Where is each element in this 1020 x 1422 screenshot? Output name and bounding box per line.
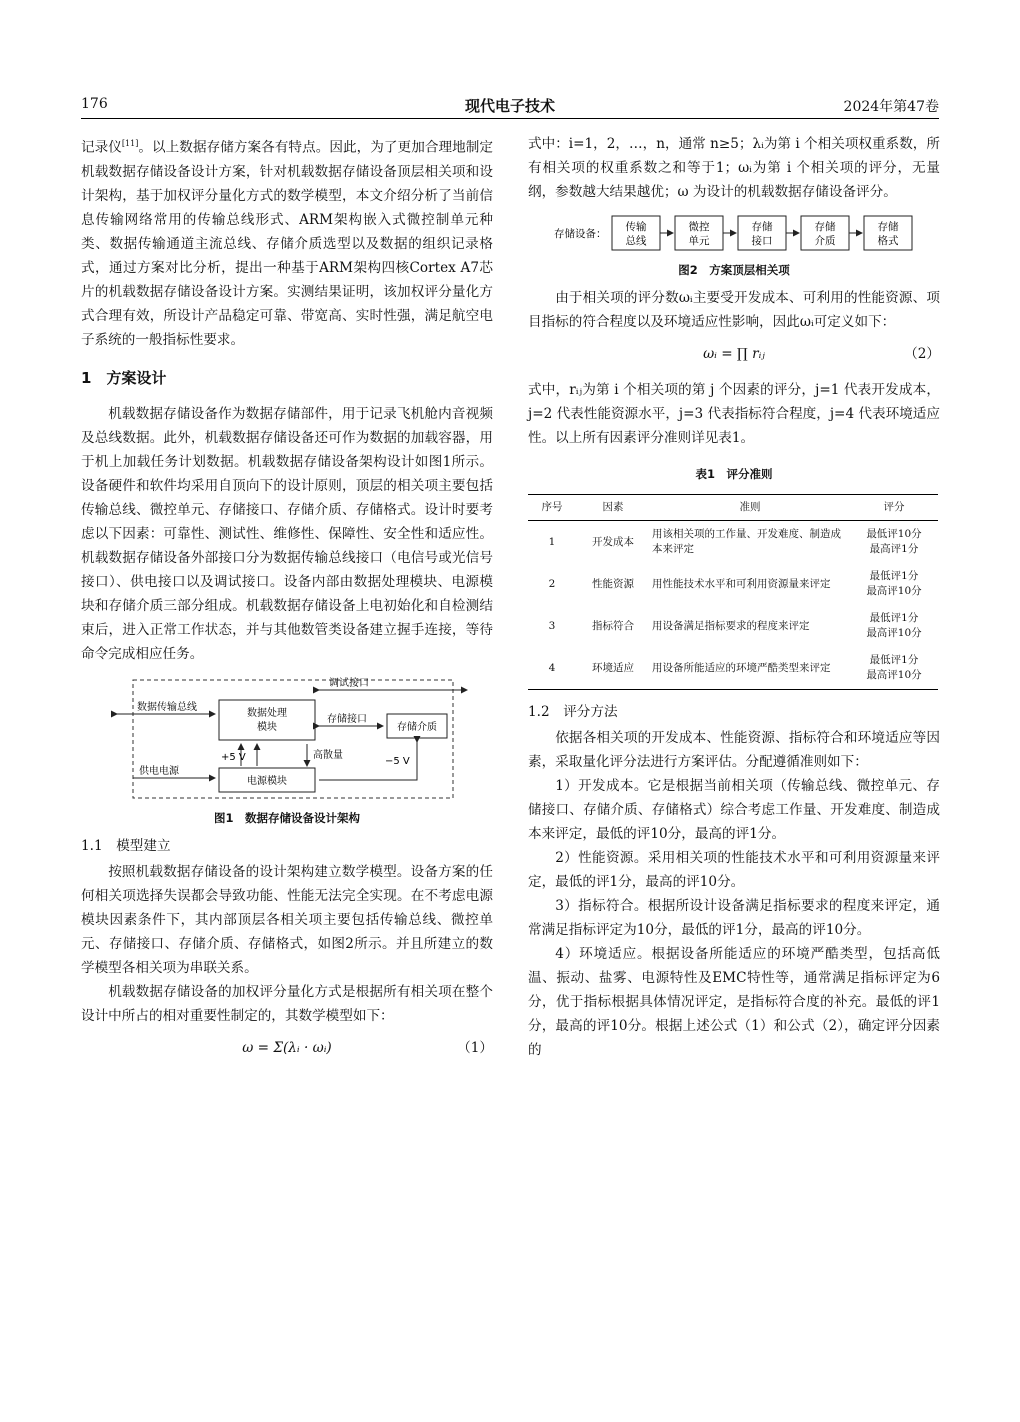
fig1-discrete-label: 高散量 [313,749,343,761]
fig1-media-label: 存储介质 [397,721,437,733]
table-header: 准则 [650,495,850,521]
fig1-minus5v-label: −5 V [385,755,410,767]
equation-number: （1） [457,1039,493,1056]
running-header [81,96,939,119]
table-header: 因素 [576,495,650,521]
body-paragraph: 式中，rᵢⱼ为第 i 个相关项的第 j 个因素的评分，j=1 代表开发成本，j=2 代表性能资源水平，j=3 代表指标符合程度，j=4 代表环境适应性。以上所有因素评分准则详见表1。 [528,382,940,446]
table-1-caption: 表1 评分准则 [695,467,773,481]
fig1-plus5v-label: +5 V [221,751,246,763]
svg-text:传输: 传输 [625,221,647,233]
table-header: 评分 [850,495,938,521]
right-column [528,132,940,1062]
figure-1-diagram [81,676,493,804]
svg-text:存储: 存储 [814,221,836,233]
citation-ref[interactable]: [11] [121,139,139,148]
svg-text:接口: 接口 [751,235,773,247]
equation-number: （2） [904,346,940,362]
fig1-proc-label-1: 数据处理 [247,707,287,719]
fig1-proc-label-2: 模块 [257,721,277,733]
svg-text:介质: 介质 [814,235,836,247]
table-header: 序号 [528,495,576,521]
subsection-heading: 1.2 评分方法 [528,704,618,720]
fig1-storage-if-label: 存储接口 [327,713,367,725]
fig1-power-in-label: 供电电源 [139,765,179,777]
equation-2: ωᵢ = ∏ rᵢⱼ （2） [528,336,940,376]
left-column [81,132,493,1072]
svg-text:单元: 单元 [688,235,710,247]
body-paragraph: 机载数据存储设备的加权评分量化方式是根据所有相关项在整个设计中所占的相对重要性制定的，其数学模型如下： [81,983,493,1024]
figure-2-diagram [528,214,940,252]
body-paragraph: 2）性能资源。采用相关项的性能技术水平和可利用资源量来评定，最低的评1分，最高的评10分。 [528,850,940,890]
svg-text:存储: 存储 [877,221,899,233]
body-paragraph: 依据各相关项的开发成本、性能资源、指标符合和环境适应等因素，采取量化评分法进行方案评估。分配遵循准则如下： [528,730,940,770]
body-paragraph: 由于相关项的评分数ωᵢ主要受开发成本、可利用的性能资源、项目指标的符合程度以及环境适应性影响，因此ωᵢ可定义如下： [528,290,940,330]
table-row: 2 性能资源 用性能技术水平和可利用资源量来评定 最低评1分 最高评10分 [548,570,922,597]
body-paragraph: 按照机载数据存储设备的设计架构建立数学模型。设备方案的任何相关项选择失误都会导致功能、性能无法完全实现。在不考虑电源模块因素条件下，其内部顶层各相关项主要包括传输总线、微控单元、存储接口、存储介质、存储格式，如图2所示。并且所建立的数学模型各相关项为串联关系。 [81,863,493,976]
fig1-bus-label: 数据传输总线 [137,701,197,713]
body-paragraph: 4）环境适应。根据设备所能适应的环境严酷类型，包括高低温、振动、盐雾、电源特性及EMC特性等，通常满足指标评定为6分，优于指标根据具体情况评定，是指标符合度的补充。最低的评1分，最高的评10分。根据上述公式（1）和公式（2），确定评分因素的 [528,946,940,1058]
svg-text:存储: 存储 [751,221,773,233]
svg-text:格式: 格式 [877,235,899,247]
body-paragraph: 机载数据存储设备作为数据存储部件，用于记录飞机舱内音视频及总线数据。此外，机载数据存储设备还可作为数据的加载容器，用于机上加载任务计划数据。机载数据存储设备架构设计如图1所示。设备硬件和软件均采用自顶向下的设计原则，顶层的相关项主要包括传输总线、微控单元、存储接口、存储介质、存储格式。设计时要考虑以下因素：可靠性、测试性、维修性、保障性、安全性和适应性。机载数据存储设备外部接口分为数据传输总线接口（电信号或光信号接口）、供电接口以及调试接口。设备内部由数据处理模块、电源模块和存储介质三部分组成。机载数据存储设备上电初始化和自检测结束后，进入正常工作状态，并与其他数管类设备建立握手连接，等待命令完成相应任务。 [81,405,493,662]
table-row: 4 环境适应 用设备所能适应的环境严酷类型来评定 最低评1分 最高评10分 [528,647,938,690]
section-heading: 1 方案设计 [81,368,167,387]
svg-text:总线: 总线 [625,235,647,247]
volume-label: 2024年第47卷 [843,99,939,115]
figure-2-caption: 图2 方案顶层相关项 [678,263,790,277]
scoring-criteria-table [528,494,938,690]
body-paragraph: 1）开发成本。它是根据当前相关项（传输总线、微控单元、存储接口、存储介质、存储格式）综合考虑工作量、开发难度、制造成本来评定，最低的评10分，最高的评1分。 [528,778,940,842]
body-paragraph: 式中：i=1，2，…，n，通常 n≥5；λᵢ为第 i 个相关项权重系数，所有相关项的权重系数之和等于1；ωᵢ为第 i 个相关项的评分，无量纲，参数越大结果越优；ω 为设计的机载数据存储设备评分。 [528,136,940,200]
fig2-device-label: 存储设备： [554,228,607,240]
table-row: 3 指标符合 用设备满足指标要求的程度来评定 最低评1分 最高评10分 [548,612,922,639]
table-row: 1 开发成本 用该相关项的工作量、开发难度、制造成本来评定 最低评10分 最高评1分 [548,528,922,555]
svg-text:微控: 微控 [688,221,710,233]
figure-1-caption: 图1 数据存储设备设计架构 [213,810,360,825]
equation-1: ω = Σ(λᵢ · ωᵢ) （1） [81,1030,493,1070]
page-number: 176 [81,96,108,112]
journal-title: 现代电子技术 [464,97,555,115]
fig1-power-module-label: 电源模块 [247,775,287,787]
intro-paragraph: 记录仪[11]。以上数据存储方案各有特点。因此，为了更加合理地制定机载数据存储设备设计方案，针对机载数据存储设备顶层相关项和设计架构，基于加权评分量化方式的数学模型，本文介绍分析了当前信息传输网络常用的传输总线形式、ARM架构嵌入式微控制单元种类、数据传输通道主流总线、存储介质选型以及数据的组织记录格式，通过方案对比分析，提出一种基于ARM架构四核Cortex A7芯片的机载数据存储设备设计方案。实测结果证明，该加权评分量化方式合理有效，所设计产品稳定可靠、带宽高、实时性强，满足航空电子系统的一般指标性要求。 [81,139,493,348]
body-paragraph: 3）指标符合。根据所设计设备满足指标要求的程度来评定，通常满足指标评定为10分，最低的评1分，最高的评10分。 [528,898,940,938]
subsection-heading: 1.1 模型建立 [81,837,171,854]
fig1-debug-label: 调试接口 [329,677,369,689]
